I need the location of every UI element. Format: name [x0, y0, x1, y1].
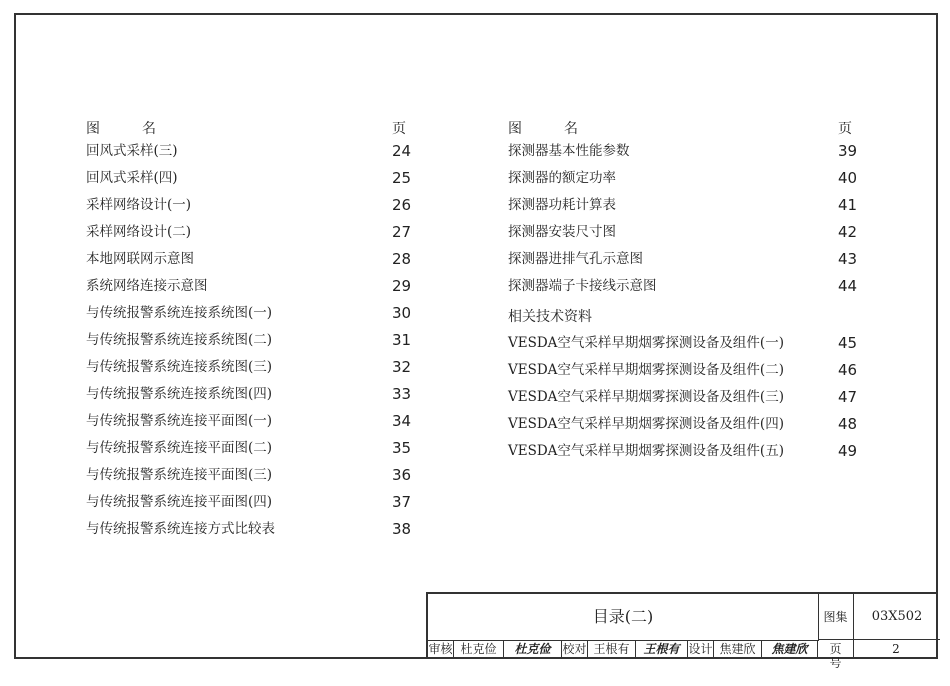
toc-entry [86, 275, 426, 302]
toc-entry [508, 359, 858, 386]
toc-entry-page: 40 [838, 169, 858, 187]
header-page-label: 页 [392, 121, 406, 137]
toc-entry-page: 29 [392, 277, 412, 295]
toc-entry-title: 探测器功耗计算表 [508, 197, 616, 213]
toc-entry [86, 140, 426, 167]
toc-entry [86, 518, 426, 545]
toc-entry-title: 探测器的额定功率 [508, 170, 616, 186]
toc-entry [86, 194, 426, 221]
toc-header [508, 118, 858, 140]
toc-entry [86, 221, 426, 248]
toc-entry [86, 491, 426, 518]
toc-entry-page: 38 [392, 520, 412, 538]
page-label: 页 [818, 640, 854, 659]
toc-entry [508, 221, 858, 248]
toc-entry-title: VESDA空气采样早期烟雾探测设备及组件(二) [508, 362, 784, 378]
toc-entry-page: 45 [838, 334, 858, 352]
toc-entry [86, 248, 426, 275]
atlas-number: 03X502 [854, 594, 940, 640]
toc-entry-page: 28 [392, 250, 412, 268]
design-label: 设计 [688, 640, 714, 659]
toc-entry [508, 332, 858, 359]
toc-entry-title: 与传统报警系统连接平面图(四) [86, 494, 273, 510]
toc-entry [86, 302, 426, 329]
toc-entry-page: 48 [838, 415, 858, 433]
toc-entry-title: 探测器基本性能参数 [508, 143, 630, 159]
toc-entry-title: 采样网络设计(一) [86, 197, 192, 213]
toc-entry [508, 194, 858, 221]
toc-entry-title: 与传统报警系统连接系统图(四) [86, 386, 273, 402]
toc-entry-title: 采样网络设计(二) [86, 224, 192, 240]
toc-entry-page: 26 [392, 196, 412, 214]
designer-name: 焦建欣 [714, 640, 762, 659]
toc-entry-title: 与传统报警系统连接平面图(二) [86, 440, 273, 456]
signature-row [428, 640, 938, 661]
toc-entry-title: 与传统报警系统连接方式比较表 [86, 521, 275, 537]
toc-entry-page: 47 [838, 388, 858, 406]
toc-right-column [508, 118, 858, 467]
toc-entry [86, 410, 426, 437]
toc-entry-page: 35 [392, 439, 412, 457]
toc-entry-page: 31 [392, 331, 412, 349]
toc-entry-page: 42 [838, 223, 858, 241]
checker-signature: 王根有 [636, 640, 688, 659]
designer-signature: 焦建欣 [762, 640, 818, 659]
header-page-label: 页 [838, 121, 852, 137]
toc-entry-page: 39 [838, 142, 858, 160]
toc-entry-title: 本地网联网示意图 [86, 251, 194, 267]
toc-entry [508, 440, 858, 467]
toc-entry-page: 37 [392, 493, 412, 511]
check-label: 校对 [562, 640, 588, 659]
toc-entry-title: 与传统报警系统连接系统图(三) [86, 359, 273, 375]
atlas-number-label: 图集号 [818, 594, 854, 640]
toc-entry [508, 140, 858, 167]
toc-entry-page: 32 [392, 358, 412, 376]
toc-entry-title: VESDA空气采样早期烟雾探测设备及组件(四) [508, 416, 784, 432]
toc-entry-title: 回风式采样(三) [86, 143, 178, 159]
toc-entry-title: 与传统报警系统连接平面图(一) [86, 413, 273, 429]
reviewer-name: 杜克俭 [454, 640, 504, 659]
toc-entry-title: VESDA空气采样早期烟雾探测设备及组件(一) [508, 335, 784, 351]
toc-entry-title: 与传统报警系统连接系统图(一) [86, 305, 273, 321]
toc-entry-page: 41 [838, 196, 858, 214]
header-name-char1: 图 [86, 121, 100, 137]
toc-entry [86, 167, 426, 194]
toc-entry-title: VESDA空气采样早期烟雾探测设备及组件(五) [508, 443, 784, 459]
toc-entry-page: 44 [838, 277, 858, 295]
toc-entry-title: 回风式采样(四) [86, 170, 178, 186]
reviewer-signature: 杜克俭 [504, 640, 562, 659]
title-block [426, 592, 938, 670]
toc-entry-page: 43 [838, 250, 858, 268]
page-number: 2 [892, 642, 900, 656]
toc-entry-title: VESDA空气采样早期烟雾探测设备及组件(三) [508, 389, 784, 405]
checker-name: 王根有 [588, 640, 636, 659]
toc-entry-page: 24 [392, 142, 412, 160]
toc-entry-title: 与传统报警系统连接平面图(三) [86, 467, 273, 483]
section-title: 相关技术资料 [508, 309, 592, 325]
toc-entry-title: 探测器进排气孔示意图 [508, 251, 643, 267]
toc-entry-page: 46 [838, 361, 858, 379]
toc-entry [86, 464, 426, 491]
toc-entry [508, 413, 858, 440]
toc-entry-page: 27 [392, 223, 412, 241]
toc-entry-page: 30 [392, 304, 412, 322]
toc-entry-title: 探测器安装尺寸图 [508, 224, 616, 240]
toc-entry-page: 25 [392, 169, 412, 187]
toc-entry-title: 探测器端子卡接线示意图 [508, 278, 657, 294]
header-name-char2: 名 [142, 121, 156, 137]
toc-entry-page: 33 [392, 385, 412, 403]
toc-entry-page: 36 [392, 466, 412, 484]
header-name-char2: 名 [564, 121, 578, 137]
toc-entry [508, 275, 858, 302]
toc-entry-page: 49 [838, 442, 858, 460]
toc-entry [86, 437, 426, 464]
header-name-char1: 图 [508, 121, 522, 137]
toc-entry [508, 248, 858, 275]
toc-entry-title: 与传统报警系统连接系统图(二) [86, 332, 273, 348]
toc-entry [86, 329, 426, 356]
drawing-title: 目录(二) [428, 594, 819, 641]
toc-entry [508, 167, 858, 194]
toc-entry-page: 34 [392, 412, 412, 430]
toc-entry [86, 383, 426, 410]
review-label: 审核 [428, 640, 454, 659]
toc-entry [508, 386, 858, 413]
toc-left-column [86, 118, 426, 545]
toc-entry [86, 356, 426, 383]
toc-header [86, 118, 426, 140]
toc-entry-title: 系统网络连接示意图 [86, 278, 208, 294]
